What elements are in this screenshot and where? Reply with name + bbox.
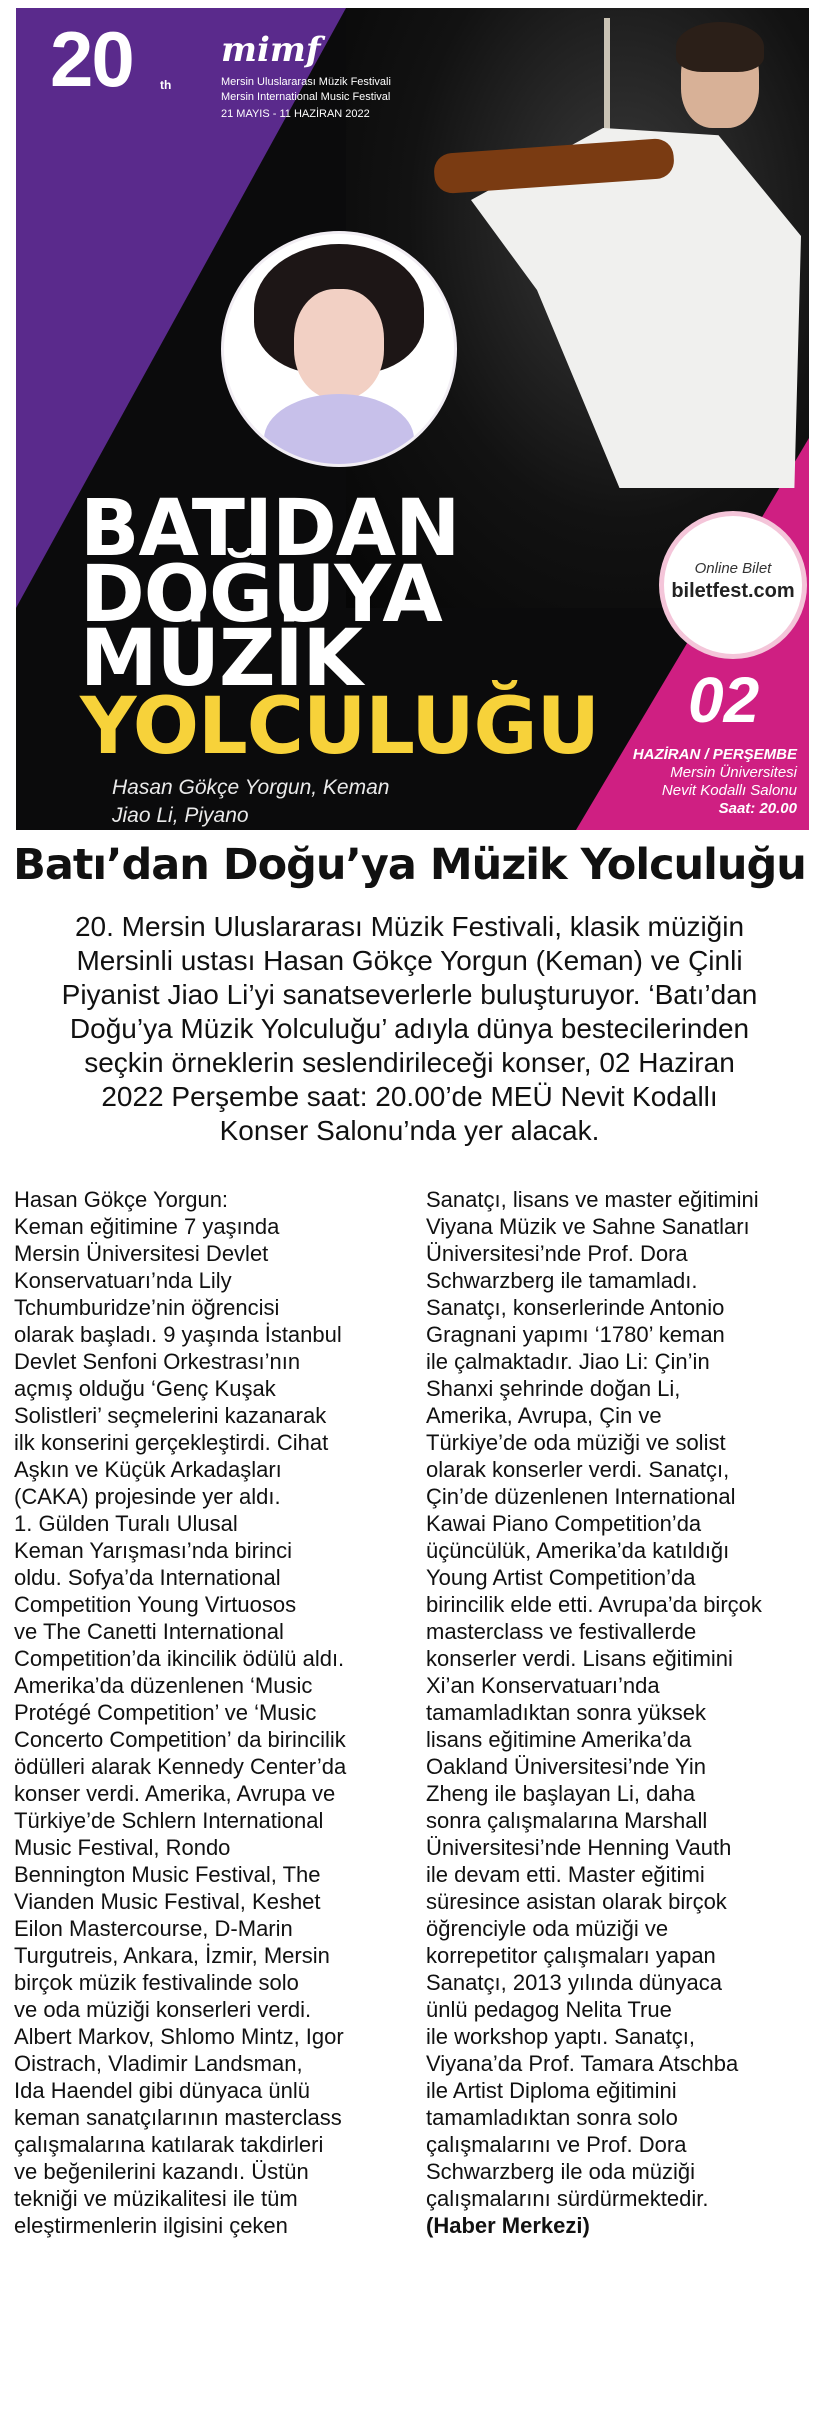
body-line: Amerika, Avrupa, Çin ve xyxy=(426,1403,662,1428)
body-line: çalışmalarına katılarak takdirleri xyxy=(14,2132,324,2157)
festival-logo-number: 20 xyxy=(50,15,133,103)
body-line: (CAKA) projesinde yer aldı. xyxy=(14,1484,281,1509)
ticket-badge xyxy=(664,516,802,654)
body-line: Vianden Music Festival, Keshet xyxy=(14,1889,321,1914)
body-line: ödülleri alarak Kennedy Center’da xyxy=(14,1754,347,1779)
pianist-portrait xyxy=(224,234,454,464)
performer-piano: Jiao Li, Piyano xyxy=(112,804,249,827)
poster-headline-line-1: BATIDAN xyxy=(80,484,460,574)
lead-line: Doğu’ya Müzik Yolculuğu’ adıyla dünya bestecilerinden xyxy=(69,1013,750,1044)
body-line: Amerika’da düzenlenen ‘Music xyxy=(14,1673,313,1698)
body-line: Hasan Gökçe Yorgun: xyxy=(14,1187,229,1212)
body-line: korrepetitor çalışmaları yapan xyxy=(426,1943,716,1968)
concert-poster xyxy=(16,8,809,830)
body-line: Schwarzberg ile tamamladı. xyxy=(426,1268,698,1293)
body-line: Xi’an Konservatuarı’nda xyxy=(426,1673,660,1698)
body-line: sonra çalışmalarına Marshall xyxy=(426,1808,708,1833)
body-line: Oistrach, Vladimir Landsman, xyxy=(14,2051,303,2076)
body-line: Viyana Müzik ve Sahne Sanatları xyxy=(426,1214,750,1239)
body-line: Kawai Piano Competition’da xyxy=(426,1511,702,1536)
event-venue-line-1: Mersin Üniversitesi xyxy=(670,764,797,781)
poster-headline-line-3: MÜZİK xyxy=(80,614,362,704)
body-line: Bennington Music Festival, The xyxy=(14,1862,321,1887)
lead-line: Mersinli ustası Hasan Gökçe Yorgun (Keman) ve Çinli xyxy=(76,945,743,976)
lead-line: 20. Mersin Uluslararası Müzik Festivali, klasik müziğin xyxy=(74,911,745,942)
body-line: Gragnani yapımı ‘1780’ keman xyxy=(426,1322,725,1347)
body-line: Tchumburidze’nin öğrencisi xyxy=(14,1295,280,1320)
body-line: Keman Yarışması’nda birinci xyxy=(14,1538,292,1563)
body-line: ile devam etti. Master eğitimi xyxy=(426,1862,705,1887)
body-line: öğrenciyle oda müziği ve xyxy=(426,1916,669,1941)
body-line: Solistleri’ seçmelerini kazanarak xyxy=(14,1403,327,1428)
body-line: Eilon Mastercourse, D-Marin xyxy=(14,1916,293,1941)
body-line: Music Festival, Rondo xyxy=(14,1835,231,1860)
body-line: Keman eğitimine 7 yaşında xyxy=(14,1214,280,1239)
body-line: masterclass ve festivallerde xyxy=(426,1619,697,1644)
body-line: ile workshop yaptı. Sanatçı, xyxy=(426,2024,696,2049)
body-line: Zheng ile başlayan Li, daha xyxy=(426,1781,696,1806)
festival-name-en: Mersin International Music Festival xyxy=(221,91,391,103)
pianist-dress xyxy=(264,394,414,464)
body-line: Sanatçı, lisans ve master eğitimini xyxy=(426,1187,759,1212)
body-line: Turgutreis, Ankara, İzmir, Mersin xyxy=(14,1943,330,1968)
body-line: Çin’de düzenlenen International xyxy=(426,1484,736,1509)
article-title: Batı’dan Doğu’ya Müzik Yolculuğu xyxy=(13,840,806,890)
body-line: Competition’da ikincilik ödülü aldı. xyxy=(14,1646,345,1671)
body-line: Türkiye’de oda müziği ve solist xyxy=(426,1430,726,1455)
body-line: Schwarzberg ile oda müziği xyxy=(426,2159,696,2184)
article-lead xyxy=(20,910,799,1148)
body-line: oldu. Sofya’da International xyxy=(14,1565,281,1590)
body-line: ve oda müziği konserleri verdi. xyxy=(14,1997,312,2022)
body-line: Üniversitesi’nde Henning Vauth xyxy=(426,1835,732,1860)
event-day: 02 xyxy=(688,664,760,736)
article-right-column xyxy=(426,1186,818,2239)
article-byline: (Haber Merkezi) xyxy=(426,2213,590,2238)
lead-line: seçkin örneklerin seslendirileceği konser, 02 Haziran xyxy=(84,1047,735,1078)
lead-line: 2022 Perşembe saat: 20.00’de MEÜ Nevit Kodallı xyxy=(101,1081,718,1112)
festival-logo-brand: mimf xyxy=(221,30,321,70)
body-line: Sanatçı, 2013 yılında dünyaca xyxy=(426,1970,722,1995)
body-line: konserler verdi. Lisans eğitimini xyxy=(426,1646,733,1671)
violinist-hair xyxy=(676,22,764,72)
body-line: ünlü pedagog Nelita True xyxy=(426,1997,672,2022)
body-line: Albert Markov, Shlomo Mintz, Igor xyxy=(14,2024,344,2049)
lead-line: Konser Salonu’nda yer alacak. xyxy=(219,1115,600,1146)
body-line: Concerto Competition’ da birincilik xyxy=(14,1727,346,1752)
body-line: Aşkın ve Küçük Arkadaşları xyxy=(14,1457,282,1482)
body-line: Protégé Competition’ ve ‘Music xyxy=(14,1700,317,1725)
ticket-site: biletfest.com xyxy=(671,580,795,602)
body-line: çalışmalarını ve Prof. Dora xyxy=(426,2132,687,2157)
body-line: 1. Gülden Turalı Ulusal xyxy=(14,1511,238,1536)
body-line: keman sanatçılarının masterclass xyxy=(14,2105,342,2130)
pianist-face xyxy=(294,289,384,399)
body-line: Mersin Üniversitesi Devlet xyxy=(14,1241,269,1266)
body-line: ve The Canetti International xyxy=(14,1619,284,1644)
body-line: ilk konserini gerçekleştirdi. Cihat xyxy=(14,1430,329,1455)
lead-line: Piyanist Jiao Li’yi sanatseverlerle buluşturuyor. ‘Batı’dan xyxy=(61,979,758,1010)
body-line: tamamladıktan sonra yüksek xyxy=(426,1700,707,1725)
performer-violin: Hasan Gökçe Yorgun, Keman xyxy=(112,776,390,799)
body-line: süresince asistan olarak birçok xyxy=(426,1889,727,1914)
body-line: çalışmalarını sürdürmektedir. xyxy=(426,2186,709,2211)
body-line: eleştirmenlerin ilgisini çeken xyxy=(14,2213,288,2238)
body-line: açmış olduğu ‘Genç Kuşak xyxy=(14,1376,276,1401)
event-time: Saat: 20.00 xyxy=(718,800,797,817)
body-line: Ida Haendel gibi dünyaca ünlü xyxy=(14,2078,311,2103)
body-line: Oakland Üniversitesi’nde Yin xyxy=(426,1754,707,1779)
festival-name-tr: Mersin Uluslararası Müzik Festivali xyxy=(221,76,391,88)
body-line: üçüncülük, Amerika’da katıldığı xyxy=(426,1538,730,1563)
event-venue-line-2: Nevit Kodallı Salonu xyxy=(661,782,797,799)
body-line: ve beğenilerini kazandı. Üstün xyxy=(14,2159,309,2184)
body-line: Üniversitesi’nde Prof. Dora xyxy=(426,1241,688,1266)
body-line: ile çalmaktadır. Jiao Li: Çin’in xyxy=(426,1349,710,1374)
poster-headline-line-4: YOLCULUĞU xyxy=(80,682,599,772)
ticket-label: Online Bilet xyxy=(694,560,772,577)
body-line: tamamladıktan sonra solo xyxy=(426,2105,678,2130)
body-line: birincilik elde etti. Avrupa’da birçok xyxy=(426,1592,762,1617)
article-left-column xyxy=(14,1186,406,2239)
body-line: Türkiye’de Schlern International xyxy=(14,1808,324,1833)
body-line: Viyana’da Prof. Tamara Atschba xyxy=(426,2051,739,2076)
festival-logo-edition: th xyxy=(160,78,172,92)
body-line: Devlet Senfoni Orkestrası’nın xyxy=(14,1349,301,1374)
body-line: birçok müzik festivalinde solo xyxy=(14,1970,299,1995)
body-line: tekniği ve müzikalitesi ile tüm xyxy=(14,2186,298,2211)
body-line: olarak başladı. 9 yaşında İstanbul xyxy=(14,1322,342,1347)
body-line: olarak konserler verdi. Sanatçı, xyxy=(426,1457,730,1482)
poster-headline-line-2: DOĞUYA xyxy=(80,550,442,640)
body-line: Konservatuarı’nda Lily xyxy=(14,1268,232,1293)
festival-dates: 21 MAYIS - 11 HAZİRAN 2022 xyxy=(221,108,370,120)
body-line: Sanatçı, konserlerinde Antonio xyxy=(426,1295,725,1320)
body-line: konser verdi. Amerika, Avrupa ve xyxy=(14,1781,336,1806)
event-date: HAZİRAN / PERŞEMBE xyxy=(632,746,797,763)
body-line: Shanxi şehrinde doğan Li, xyxy=(426,1376,681,1401)
body-line: ile Artist Diploma eğitimini xyxy=(426,2078,677,2103)
body-line: Competition Young Virtuosos xyxy=(14,1592,297,1617)
body-line: lisans eğitimine Amerika’da xyxy=(426,1727,692,1752)
body-line: Young Artist Competition’da xyxy=(426,1565,696,1590)
